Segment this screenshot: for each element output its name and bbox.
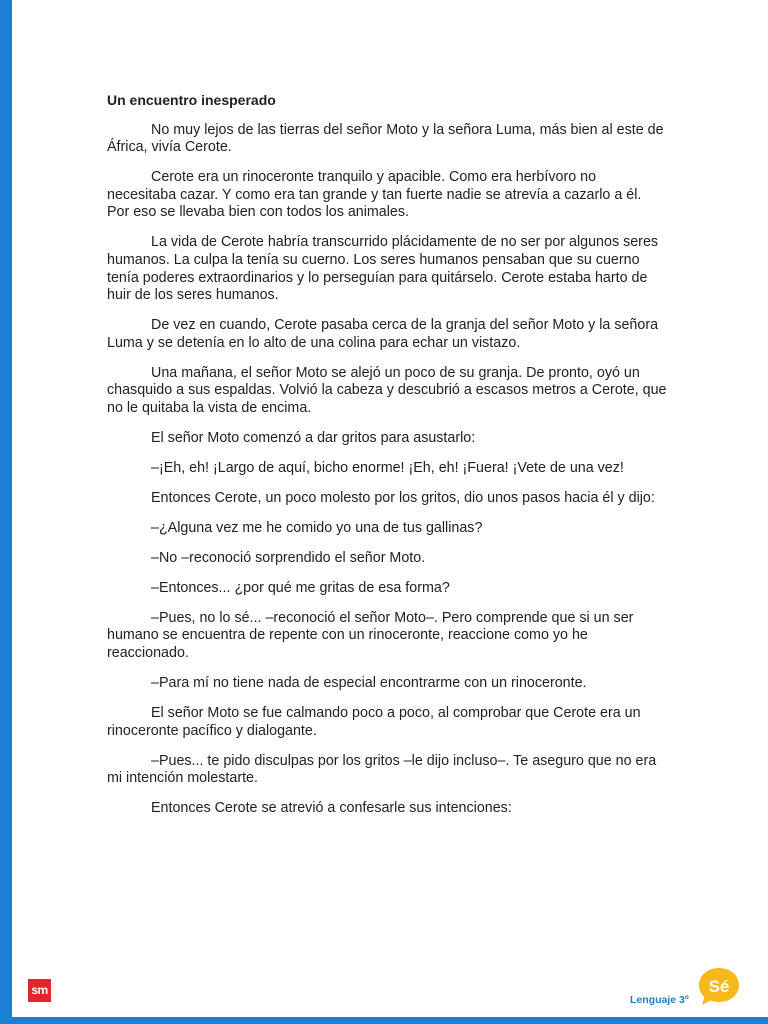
brand-logo — [697, 966, 741, 1006]
subject-label: Lenguaje 3º — [630, 994, 689, 1006]
paragraph-15: –Pues... te pido disculpas por los gritos –le dijo incluso–. Te aseguro que no era mi intención molestarte. — [107, 752, 657, 787]
publisher-logo: sm — [28, 979, 51, 1002]
paragraph-14: El señor Moto se fue calmando poco a poco, al comprobar que Cerote era un rinoceronte pacífico y dialogante. — [107, 704, 641, 739]
document-body — [107, 92, 667, 830]
paragraph-12: –Pues, no lo sé... –reconoció el señor Moto–. Pero comprende que si un ser humano se encuentra de repente con un rinoceronte, reaccione como yo he reaccionado. — [107, 609, 634, 661]
paragraph-9: –¿Alguna vez me he comido yo una de tus gallinas? — [151, 519, 483, 536]
paragraph-11: –Entonces... ¿por qué me gritas de esa forma? — [151, 579, 450, 596]
paragraph-16: Entonces Cerote se atrevió a confesarle sus intenciones: — [151, 800, 512, 817]
story-title: Un encuentro inesperado — [107, 92, 276, 108]
paragraph-5: Una mañana, el señor Moto se alejó un poco de su granja. De pronto, oyó un chasquido a sus espaldas. Volvió la cabeza y descubrió a escasos metros a Cerote, que no le quitaba la vista de encima. — [107, 364, 667, 416]
paragraph-1: No muy lejos de las tierras del señor Moto y la señora Luma, más bien al este de África, vivía Cerote. — [107, 121, 664, 156]
paragraph-10: –No –reconoció sorprendido el señor Moto. — [151, 549, 426, 566]
paragraph-6: El señor Moto comenzó a dar gritos para asustarlo: — [151, 429, 476, 446]
page-border-left — [0, 0, 12, 1024]
brand-logo-text: Sé — [708, 977, 730, 996]
paragraph-13: –Para mí no tiene nada de especial encontrarme con un rinoceronte. — [151, 674, 587, 691]
page-border-bottom — [0, 1017, 768, 1024]
paragraph-4: De vez en cuando, Cerote pasaba cerca de la granja del señor Moto y la señora Luma y se detenía en lo alto de una colina para echar un vistazo. — [107, 317, 659, 351]
paragraph-2: Cerote era un rinoceronte tranquilo y apacible. Como era herbívoro no necesitaba cazar. Y como era tan grande y tan fuerte nadie se atrevía a cazarlo a él. Por eso se llevaba bien con todos los animales. — [107, 169, 642, 221]
paragraph-3: La vida de Cerote habría transcurrido plácidamente de no ser por algunos seres humanos. La culpa la tenía su cuerno. Los seres humanos pensaban que su cuerno tenía poderes extraordinarios y lo perseguían para quitárselo. Cerote estaba harto de huir de los seres humanos. — [107, 234, 659, 304]
paragraph-7: –¡Eh, eh! ¡Largo de aquí, bicho enorme! ¡Eh, eh! ¡Fuera! ¡Vete de una vez! — [151, 459, 624, 476]
paragraph-8: Entonces Cerote, un poco molesto por los gritos, dio unos pasos hacia él y dijo: — [151, 489, 655, 506]
